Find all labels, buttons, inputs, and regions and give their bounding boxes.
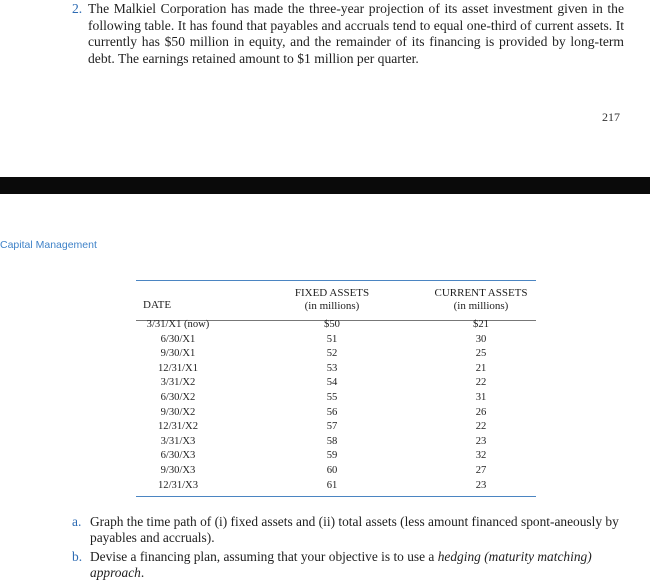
cell-current: 23: [475, 479, 487, 491]
problem-statement: [72, 1, 624, 67]
cell-date: 3/31/X1 (now): [146, 319, 210, 330]
header-date: DATE: [143, 299, 172, 311]
cell-current: 22: [475, 377, 487, 389]
cell-current: 22: [475, 421, 487, 433]
part-b-letter: b.: [72, 548, 83, 564]
part-a: [72, 514, 620, 547]
cell-fixed: 56: [326, 406, 338, 418]
header-current-title: CURRENT ASSETS: [434, 287, 528, 299]
table-body: [136, 318, 536, 493]
cell-current: 23: [475, 435, 487, 447]
table-top-rule: [136, 280, 536, 281]
header-current-unit: (in millions): [453, 299, 509, 312]
cell-current: 32: [475, 450, 487, 462]
header-current-assets: [423, 287, 539, 312]
cell-current: 26: [475, 406, 487, 418]
cell-current: 25: [475, 348, 487, 360]
table-row: [136, 391, 536, 406]
cell-date: 12/31/X3: [157, 479, 199, 491]
header-fixed-assets: [286, 287, 378, 312]
table-row: [136, 479, 536, 494]
cell-current: $21: [473, 319, 489, 330]
header-fixed-title: FIXED ASSETS: [294, 287, 370, 299]
cell-fixed: 59: [326, 450, 338, 462]
cell-date: 9/30/X2: [160, 406, 196, 418]
page-break-bar: [0, 177, 650, 194]
cell-current: 21: [475, 362, 487, 374]
cell-date: 9/30/X1: [160, 348, 196, 360]
cell-date: 3/31/X3: [160, 435, 196, 447]
table-row: [136, 362, 536, 377]
cell-fixed: 60: [326, 464, 338, 476]
cell-fixed: 55: [326, 391, 338, 403]
table-bottom-rule: [136, 496, 536, 497]
problem-number: 2.: [72, 1, 83, 16]
running-head: Capital Management: [0, 239, 97, 251]
cell-fixed: 54: [326, 377, 338, 389]
part-a-text: Graph the time path of (i) fixed assets and (ii) total assets (less amount financed spont-aneously by payables and accruals).: [90, 514, 619, 546]
cell-fixed: 52: [326, 348, 338, 360]
cell-date: 6/30/X3: [160, 450, 196, 462]
cell-date: 9/30/X3: [160, 464, 196, 476]
cell-date: 6/30/X2: [160, 391, 196, 403]
cell-date: 3/31/X2: [160, 377, 196, 389]
part-b-end: .: [140, 565, 145, 581]
problem-text: The Malkiel Corporation has made the three-year projection of its asset investment given in the following table. It has found that payables and accruals tend to equal one-third of current assets. It currently has $50 million in equity, and the remainder of its financing is provided by long-term debt. The earnings retained amount to $1 million per quarter.: [88, 1, 624, 66]
part-a-letter: a.: [72, 514, 82, 529]
cell-fixed: 57: [326, 421, 338, 433]
question-parts: [72, 514, 620, 584]
table-row: [136, 464, 536, 479]
part-b-text: Devise a financing plan, assuming that your objective is to use a: [90, 548, 438, 564]
table-row: [136, 435, 536, 450]
header-fixed-unit: (in millions): [304, 299, 360, 312]
cell-current: 27: [475, 464, 487, 476]
cell-date: 12/31/X2: [157, 421, 199, 433]
table-row: [136, 449, 536, 464]
part-b: [72, 549, 620, 582]
cell-fixed: $50: [324, 319, 340, 330]
table-row: [136, 420, 536, 435]
cell-fixed: 61: [326, 479, 338, 491]
page-number: 217: [602, 110, 620, 124]
table-row: [136, 347, 536, 362]
cell-fixed: 58: [326, 435, 338, 447]
table-row: [136, 318, 536, 333]
part-b-emphasis: hedging (maturity matching) approach: [90, 548, 592, 581]
cell-date: 6/30/X1: [160, 333, 196, 345]
cell-date: 12/31/X1: [157, 362, 199, 374]
table-row: [136, 333, 536, 348]
table-row: [136, 406, 536, 421]
cell-current: 31: [475, 391, 487, 403]
cell-current: 30: [475, 333, 487, 345]
table-row: [136, 376, 536, 391]
cell-fixed: 53: [326, 362, 338, 374]
cell-fixed: 51: [326, 333, 338, 345]
